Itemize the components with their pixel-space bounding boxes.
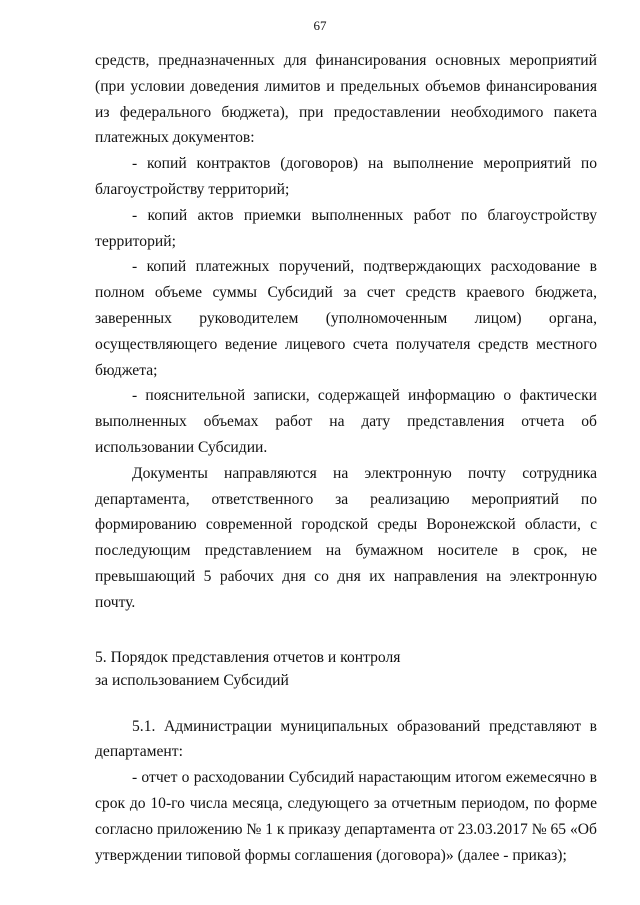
paragraph-5-1: 5.1. Администрации муниципальных образований представляют в департамент: [95,717,597,761]
paragraph-documents-submission: Документы направляются на электронную почту сотрудника департамента, ответственного за реализацию мероприятий по формированию современной городской среды Воронежской области, с последующим представлением на бумажном носителе в срок, не превышающий 5 рабочих дня со дня их направления на электронную почту. [95,464,597,611]
section-heading-line-1: 5. Порядок представления отчетов и контроля [95,648,401,666]
list-item-payment-orders: - копий платежных поручений, подтверждающих расходование в полном объеме суммы Субсидий за счет средств краевого бюджета, заверенных руководителем (уполномоченным лицом) органа, осуществляющего ведение лицевого счета получателя средств местного бюджета; [95,258,597,379]
section-heading [95,646,597,692]
list-item-acceptance-acts: - копий актов приемки выполненных работ по благоустройству территорий; [95,206,597,250]
document-body [95,48,597,868]
list-item-contracts: - копий контрактов (договоров) на выполнение мероприятий по благоустройству территорий; [95,155,597,198]
list-item-explanatory-note: - пояснительной записки, содержащей информацию о фактически выполненных объемах работ на дату представления отчета об использовании Субсидии. [95,387,597,456]
paragraph-funding-conditions: средств, предназначенных для финансирования основных мероприятий (при условии доведения лимитов и предельных объемов финансирования из федерального бюджета), при предоставлении необходимого пакета платежных документов: [95,52,597,147]
section-heading-line-2: за использованием Субсидий [95,671,289,689]
page-number: 67 [313,18,327,33]
list-item-expenditure-report: - отчет о расходовании Субсидий нарастающим итогом ежемесячно в срок до 10-го числа месяца, следующего за отчетным периодом, по форме согласно приложению № 1 к приказу департамента от 23.03.2017 № 65 «Об утверждении типовой формы соглашения (договора)» (далее - приказ); [95,769,597,864]
